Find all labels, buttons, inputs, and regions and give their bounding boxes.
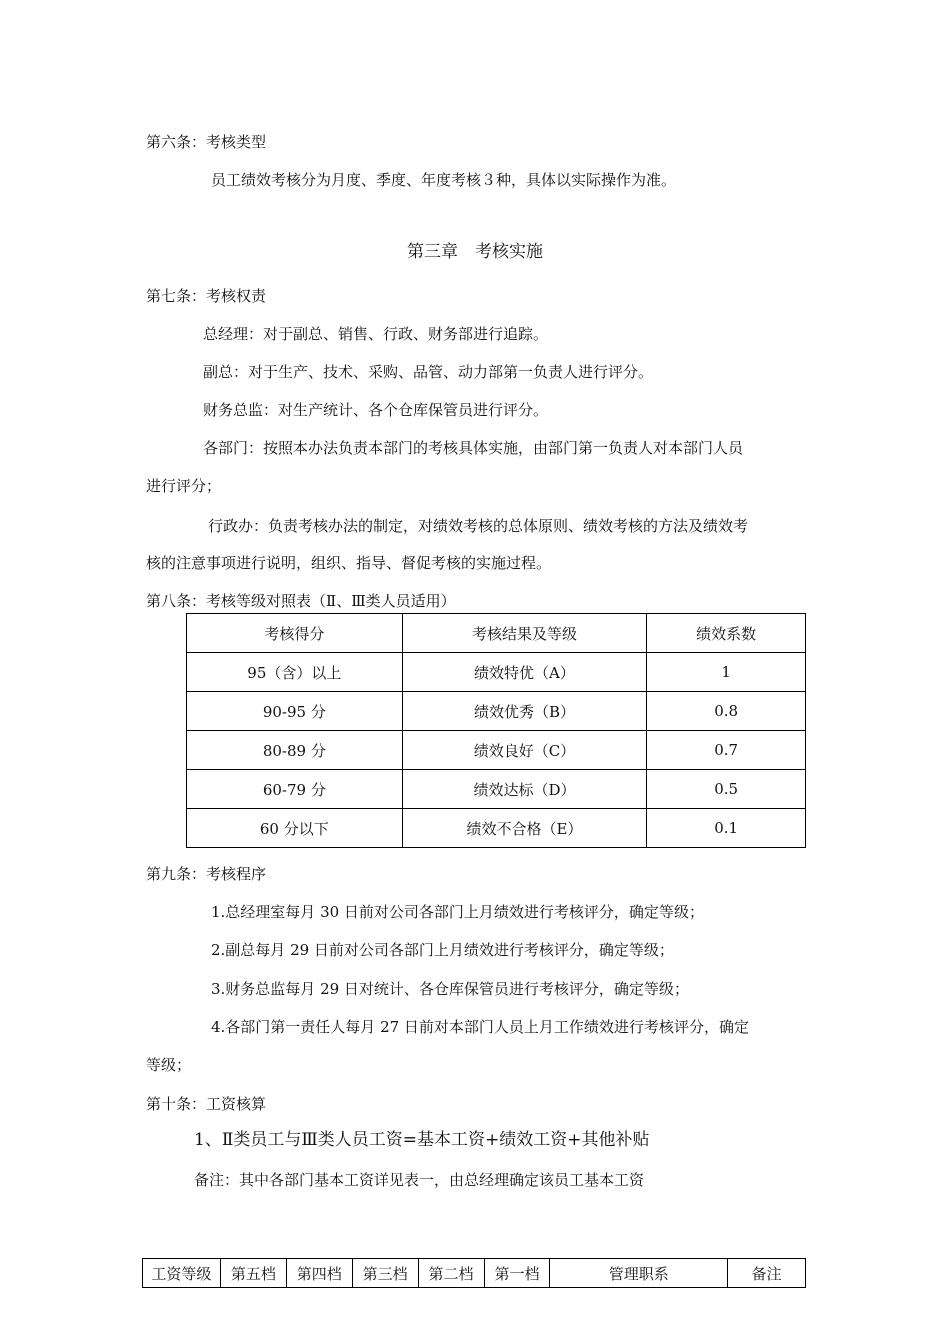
table-header-row [143,1259,806,1288]
header-cell: 绩效系数 [647,614,806,653]
article-9-step-4-line1: 4.各部门第一责任人每月 27 日前对本部门人员上月工作绩效进行考核评分，确定 [211,1018,749,1036]
grade-cell: 绩效良好（C） [402,731,647,770]
header-cell: 备注 [728,1259,806,1288]
article-6-body: 员工绩效考核分为月度、季度、年度考核３种，具体以实际操作为准。 [211,171,677,189]
article-6-title: 第六条：考核类型 [146,133,267,151]
table-row [187,809,806,848]
grade-cell: 绩效优秀（B） [402,692,647,731]
grade-cell: 绩效达标（D） [402,770,647,809]
article-10-title: 第十条：工资核算 [146,1095,267,1113]
article-8-title: 第八条：考核等级对照表（Ⅱ、Ⅲ类人员适用） [146,592,456,610]
coefficient-cell: 0.5 [647,770,806,809]
article-7-dept-line2: 进行评分； [146,477,222,495]
article-7-admin-line2: 核的注意事项进行说明，组织、指导、督促考核的实施过程。 [146,554,552,572]
coefficient-cell: 1 [647,653,806,692]
grade-cell: 绩效特优（A） [402,653,647,692]
article-7-title: 第七条：考核权责 [146,287,267,305]
article-9-step-3: 3.财务总监每月 29 日对统计、各仓库保管员进行考核评分，确定等级； [211,980,689,998]
header-cell: 第一档 [484,1259,550,1288]
header-cell: 第四档 [286,1259,352,1288]
salary-formula: 1、Ⅱ类员工与Ⅲ类人员工资=基本工资+绩效工资+其他补贴 [194,1130,650,1150]
article-7-cfo: 财务总监：对生产统计、各个仓库保管员进行评分。 [203,401,549,419]
table-row [187,692,806,731]
coefficient-cell: 0.1 [647,809,806,848]
grade-cell: 绩效不合格（E） [402,809,647,848]
table-row [187,653,806,692]
salary-grade-table [142,1258,806,1288]
table-header-row [187,614,806,653]
article-9-step-1: 1.总经理室每月 30 日前对公司各部门上月绩效进行考核评分，确定等级； [211,903,704,921]
header-cell: 工资等级 [143,1259,221,1288]
table-row [187,770,806,809]
header-cell: 管理职系 [550,1259,728,1288]
score-cell: 90-95 分 [187,692,403,731]
article-7-vp: 副总：对于生产、技术、采购、品管、动力部第一负责人进行评分。 [203,363,654,381]
coefficient-cell: 0.7 [647,731,806,770]
score-cell: 80-89 分 [187,731,403,770]
score-cell: 95（含）以上 [187,653,403,692]
header-cell: 第五档 [220,1259,286,1288]
score-cell: 60-79 分 [187,770,403,809]
article-9-title: 第九条：考核程序 [146,865,267,883]
chapter-3-heading: 第三章 考核实施 [407,242,543,262]
header-cell: 第三档 [352,1259,418,1288]
score-cell: 60 分以下 [187,809,403,848]
article-7-dept-line1: 各部门：按照本办法负责本部门的考核具体实施，由部门第一负责人对本部门人员 [203,439,744,457]
article-7-admin-line1: 行政办：负责考核办法的制定，对绩效考核的总体原则、绩效考核的方法及绩效考 [208,517,749,535]
article-9-step-4-line2: 等级； [146,1056,192,1074]
header-cell: 考核得分 [187,614,403,653]
coefficient-cell: 0.8 [647,692,806,731]
article-7-gm: 总经理：对于副总、销售、行政、财务部进行追踪。 [203,325,549,343]
article-9-step-2: 2.副总每月 29 日前对公司各部门上月绩效进行考核评分，确定等级； [211,941,674,959]
salary-note: 备注：其中各部门基本工资详见表一，由总经理确定该员工基本工资 [194,1171,645,1189]
grade-table [186,613,806,848]
table-row [187,731,806,770]
header-cell: 考核结果及等级 [402,614,647,653]
header-cell: 第二档 [418,1259,484,1288]
